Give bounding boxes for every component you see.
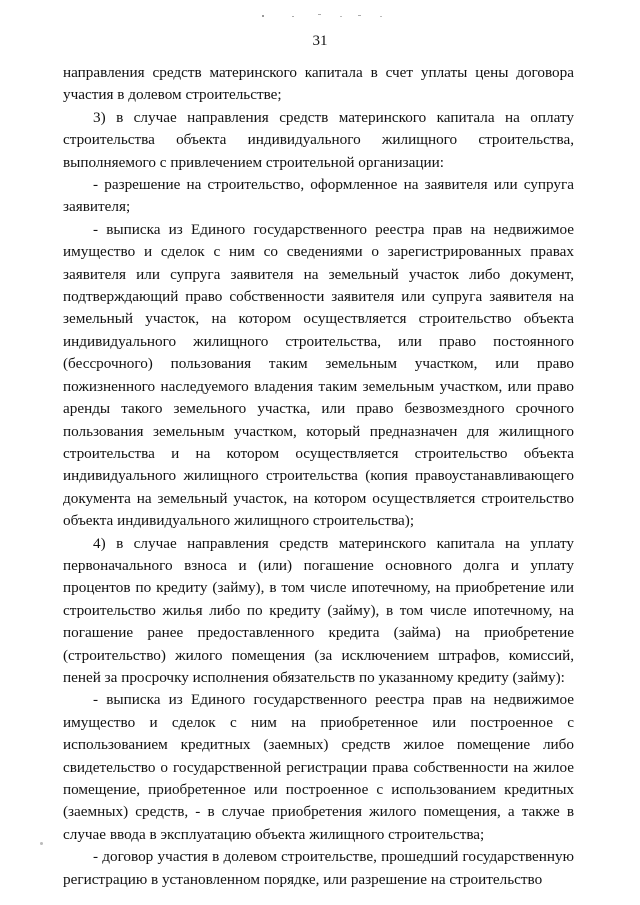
scan-margin-mark bbox=[40, 842, 43, 845]
paragraph-7: - договор участия в долевом строительстве, прошедший государственную регистрацию в установленном порядке, или разрешение на строительство bbox=[63, 848, 574, 888]
paragraph-2: 3) в случае направления средств материнского капитала на оплату строительства объекта индивидуального жилищного строительства, выполняемого с привлечением строительной организации: bbox=[63, 108, 574, 171]
paragraph-6: - выписка из Единого государственного реестра прав на недвижимое имущество и сделок с ним на приобретенное или построенное с использованием кредитных (заемных) средств жилое помещение либо свидетельство о государственной регистрации права собственности на жилое помещение, приобретенное или построенное с использованием кредитных (заемных) средств, - в случае приобретения жилого помещения, а также в случае ввода в эксплуатацию объекта жилищного строительства; bbox=[63, 691, 574, 843]
paragraph-3: - разрешение на строительство, оформленное на заявителя или супруга заявителя; bbox=[63, 176, 574, 216]
document-body bbox=[63, 62, 574, 891]
paragraph-5: 4) в случае направления средств материнского капитала на уплату первоначального взноса и (или) погашение основного долга и уплату процентов по кредиту (займу), в том числе ипотечному, на приобретение или строительство жилья либо по кредиту (займу), в том числе ипотечному, на погашение ранее предоставленного кредита (займа) на приобретение (строительство) жилого помещения (за исключением штрафов, комиссий, пеней за просрочку исполнения обязательств по указанному кредиту (займу): bbox=[63, 534, 574, 686]
page-number: 31 bbox=[312, 33, 328, 49]
paragraph-1: направления средств материнского капитала в счет уплаты цены договора участия в долевом строительстве; bbox=[63, 64, 574, 104]
paragraph-4: - выписка из Единого государственного реестра прав на недвижимое имущество и сделок с ним со сведениями о зарегистрированных правах заявителя или супруга заявителя на земельный участок либо документ, подтверждающий право собственности заявителя или супруга заявителя на земельный участок, на котором осуществляется строительство объекта индивидуального жилищного строительства, или право постоянного (бессрочного) пользования таким земельным участком, или право пожизненного наследуемого владения таким земельным участком, или право аренды такого земельного участка, или право безвозмездного срочного пользования земельным участком, который предназначен для жилищного строительства и на котором осуществляется строительство объекта индивидуального жилищного строительства (копия правоустанавливающего документа на земельный участок, на котором осуществляется строительство объекта индивидуального жилищного строительства); bbox=[63, 220, 574, 530]
scan-noise-marks bbox=[262, 12, 392, 20]
